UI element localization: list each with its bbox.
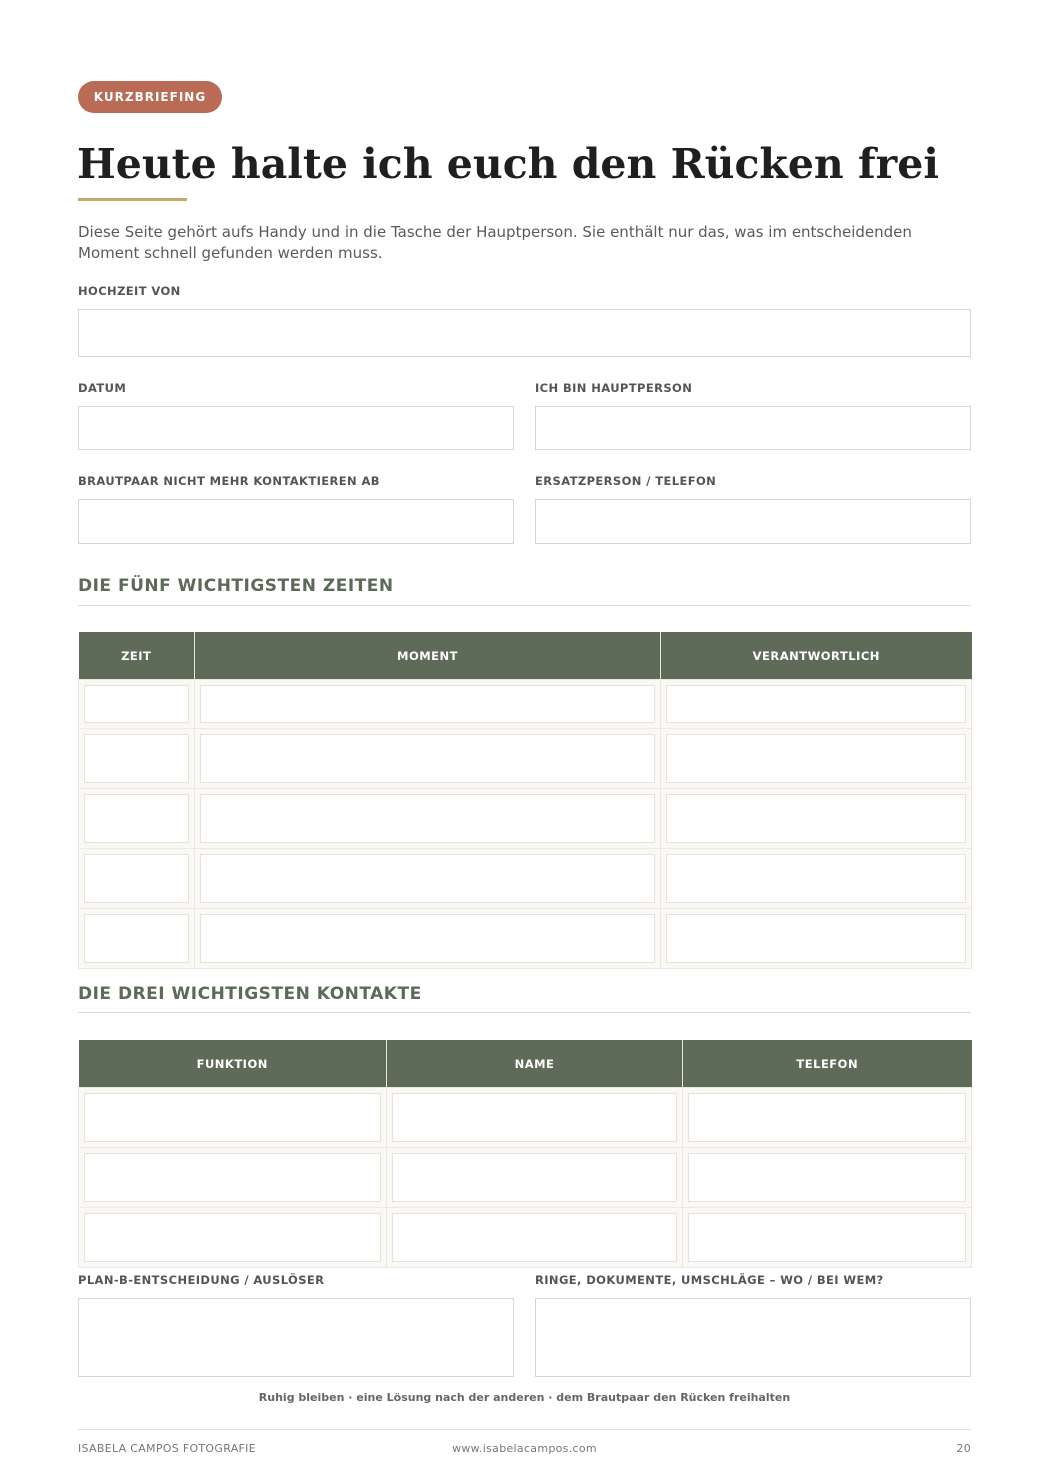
times-row xyxy=(79,680,972,729)
motto-text: Ruhig bleiben · eine Lösung nach der anderen · dem Brautpaar den Rücken freihalten xyxy=(258,1391,791,1404)
hauptperson-label: ICH BIN HAUPTPERSON xyxy=(535,381,693,395)
contacts-section-title: DIE DREI WICHTIGSTEN KONTAKTE xyxy=(78,984,422,1004)
verantwortlich-cell-field[interactable] xyxy=(666,794,966,843)
verantwortlich-cell-field[interactable] xyxy=(666,854,966,903)
zeit-cell-field[interactable] xyxy=(84,914,189,963)
nicht-kontaktieren-field[interactable] xyxy=(78,499,514,544)
contacts-section-rule xyxy=(78,1012,971,1013)
times-row xyxy=(79,729,972,789)
page-title: Heute halte ich euch den Rücken frei xyxy=(77,140,939,188)
contacts-row xyxy=(79,1148,972,1208)
contacts-header-funktion: FUNKTION xyxy=(79,1040,387,1088)
times-table xyxy=(78,632,972,969)
times-section-rule xyxy=(78,605,971,606)
hochzeit-von-field[interactable] xyxy=(78,309,971,357)
telefon-cell-field[interactable] xyxy=(688,1153,966,1202)
ringe-field[interactable] xyxy=(535,1298,971,1377)
moment-cell-field[interactable] xyxy=(200,794,655,843)
zeit-cell-field[interactable] xyxy=(84,794,189,843)
telefon-cell-field[interactable] xyxy=(688,1213,966,1262)
zeit-cell-field[interactable] xyxy=(84,854,189,903)
hauptperson-field[interactable] xyxy=(535,406,971,450)
times-row xyxy=(79,789,972,849)
funktion-cell-field[interactable] xyxy=(84,1213,381,1262)
ringe-label: RINGE, DOKUMENTE, UMSCHLÄGE – WO / BEI WEM? xyxy=(535,1273,884,1287)
contacts-row xyxy=(79,1088,972,1148)
ersatzperson-label: ERSATZPERSON / TELEFON xyxy=(535,474,717,488)
footer-url: www.isabelacampos.com xyxy=(452,1442,597,1455)
page-number: 20 xyxy=(956,1442,971,1455)
name-cell-field[interactable] xyxy=(392,1153,677,1202)
funktion-cell-field[interactable] xyxy=(84,1093,381,1142)
verantwortlich-cell-field[interactable] xyxy=(666,914,966,963)
zeit-cell-field[interactable] xyxy=(84,685,189,723)
zeit-cell-field[interactable] xyxy=(84,734,189,783)
times-row xyxy=(79,849,972,909)
plan-b-label: PLAN-B-ENTSCHEIDUNG / AUSLÖSER xyxy=(78,1273,325,1287)
times-header-verantwortlich: VERANTWORTLICH xyxy=(661,632,972,680)
name-cell-field[interactable] xyxy=(392,1213,677,1262)
footer-rule xyxy=(78,1429,971,1430)
funktion-cell-field[interactable] xyxy=(84,1153,381,1202)
verantwortlich-cell-field[interactable] xyxy=(666,685,966,723)
telefon-cell-field[interactable] xyxy=(688,1093,966,1142)
contacts-table xyxy=(78,1040,972,1268)
datum-label: DATUM xyxy=(78,381,127,395)
name-cell-field[interactable] xyxy=(392,1093,677,1142)
ersatzperson-field[interactable] xyxy=(535,499,971,544)
intro-text: Diese Seite gehört aufs Handy und in die Tasche der Hauptperson. Sie enthält nur das, was im entscheidenden Moment schnell gefunden werden muss. xyxy=(78,223,912,262)
title-underline xyxy=(78,198,187,201)
contacts-header-telefon: TELEFON xyxy=(683,1040,972,1088)
moment-cell-field[interactable] xyxy=(200,685,655,723)
times-row xyxy=(79,909,972,969)
times-section-title: DIE FÜNF WICHTIGSTEN ZEITEN xyxy=(78,576,394,596)
moment-cell-field[interactable] xyxy=(200,854,655,903)
verantwortlich-cell-field[interactable] xyxy=(666,734,966,783)
nicht-kontaktieren-label: BRAUTPAAR NICHT MEHR KONTAKTIEREN AB xyxy=(78,474,380,488)
datum-field[interactable] xyxy=(78,406,514,450)
contacts-row xyxy=(79,1208,972,1268)
moment-cell-field[interactable] xyxy=(200,734,655,783)
footer-brand: ISABELA CAMPOS FOTOGRAFIE xyxy=(78,1442,256,1455)
contacts-header-name: NAME xyxy=(387,1040,683,1088)
plan-b-field[interactable] xyxy=(78,1298,514,1377)
hochzeit-von-label: HOCHZEIT VON xyxy=(78,284,181,298)
section-badge: KURZBRIEFING xyxy=(78,81,222,113)
times-header-moment: MOMENT xyxy=(195,632,661,680)
times-header-zeit: ZEIT xyxy=(79,632,195,680)
moment-cell-field[interactable] xyxy=(200,914,655,963)
